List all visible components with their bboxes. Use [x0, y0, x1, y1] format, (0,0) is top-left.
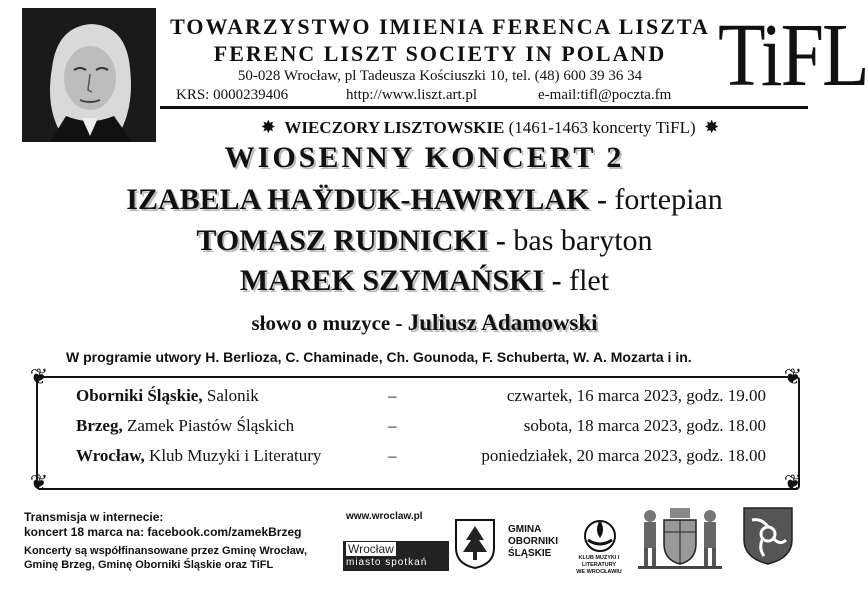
funding-line: Gminę Brzeg, Gminę Oborniki Śląskie oraz TiFL: [24, 559, 274, 571]
wroclaw-website-link[interactable]: www.wroclaw.pl: [346, 511, 423, 522]
performer-role: bas baryton: [513, 224, 653, 257]
performer-role: flet: [569, 264, 610, 297]
performer-line: [0, 183, 849, 217]
schedule-dash: –: [388, 386, 397, 405]
ornament-icon: ❦: [783, 470, 803, 495]
funding-info: [24, 544, 307, 572]
org-website-link[interactable]: http://www.liszt.art.pl: [346, 87, 478, 103]
org-name-polish: TOWARZYSTWO IMIENIA FERENCA LISZTA: [170, 14, 710, 39]
transmission-text: koncert 18 marca na:: [24, 525, 148, 539]
performer-line: [0, 224, 849, 258]
talk-line: [0, 310, 849, 336]
series-note: (1461-1463 koncerty TiFL): [508, 118, 696, 137]
wroclaw-logo-name: Wrocław: [348, 542, 394, 556]
performer-separator: -: [544, 264, 570, 297]
star-icon: ✸: [704, 117, 720, 137]
klub-label: [564, 555, 634, 576]
performer-name: IZABELA HAŸDUK-HAWRYLAK: [126, 183, 590, 216]
performer-line: [0, 264, 849, 298]
org-krs: KRS: 0000239406: [176, 87, 289, 103]
schedule-venue: Salonik: [202, 386, 259, 405]
klub-label-line: KLUB MUZYKI I LITERATURY: [578, 555, 620, 568]
transmission-label: Transmisja w internecie:: [24, 510, 164, 524]
gmina-label-line: GMINA: [508, 524, 542, 535]
facebook-link[interactable]: facebook.com/zamekBrzeg: [147, 525, 302, 539]
concert-series: [180, 117, 800, 138]
performer-role: fortepian: [614, 183, 723, 216]
schedule-venue: Zamek Piastów Śląskich: [122, 416, 295, 435]
performer-name: MAREK SZYMAŃSKI: [239, 264, 545, 297]
schedule-row: [76, 416, 766, 438]
gmina-label-line: ŚLĄSKIE: [508, 548, 552, 559]
funding-line: Koncerty są współfinansowane przez Gminę Wrocław,: [24, 545, 308, 557]
wroclaw-logo: [343, 541, 449, 571]
schedule-city: Oborniki Śląskie,: [76, 386, 203, 405]
gmina-label-line: OBORNIKI: [508, 536, 558, 547]
performer-separator: -: [589, 183, 615, 216]
schedule-row: [76, 446, 766, 468]
performer-name: TOMASZ RUDNICKI: [196, 224, 489, 257]
org-address: 50-028 Wrocław, pl Tadeusza Kościuszki 10, tel. (48) 600 39 36 34: [237, 68, 643, 84]
klub-label-line: WE WROCŁAWIU: [576, 569, 622, 575]
performer-separator: -: [488, 224, 514, 257]
wroclaw-logo-slogan: miasto spotkań: [346, 557, 428, 568]
schedule-date: czwartek, 16 marca 2023, godz. 19.00: [506, 386, 766, 405]
schedule-city: Brzeg,: [76, 416, 123, 435]
talk-label: słowo o muzyce -: [251, 311, 408, 335]
brzeg-coat-of-arms-icon: [636, 506, 724, 570]
header-divider: [160, 106, 808, 109]
oborniki-crest-icon: [454, 518, 496, 570]
ornament-icon: ❦: [29, 364, 49, 389]
org-name-english: FERENC LISZT SOCIETY IN POLAND: [213, 41, 667, 66]
program-line: W programie utwory H. Berlioza, C. Chaminade, Ch. Gounoda, F. Schuberta, W. A. Mozarta i in.: [66, 349, 692, 365]
schedule-city: Wrocław,: [76, 446, 145, 465]
tifl-logo: TiFL: [718, 4, 868, 105]
ornament-icon: ❦: [783, 364, 803, 389]
series-name: WIECZORY LISZTOWSKIE: [284, 118, 505, 137]
talk-speaker: Juliusz Adamowski: [407, 310, 598, 335]
schedule-venue: Klub Muzyki i Literatury: [144, 446, 322, 465]
transmission-info: [24, 510, 301, 540]
liszt-portrait: [22, 8, 156, 142]
klub-logo-icon: [580, 514, 620, 554]
schedule-row: [76, 386, 766, 408]
schedule-date: sobota, 18 marca 2023, godz. 18.00: [523, 416, 766, 435]
brzeg-shield-icon: [742, 506, 794, 566]
schedule-dash: –: [388, 416, 397, 435]
gmina-oborniki-label: [508, 524, 558, 560]
ornament-icon: ❦: [29, 470, 49, 495]
org-email-link[interactable]: e-mail:tifl@poczta.fm: [538, 87, 672, 103]
schedule-dash: –: [388, 446, 397, 465]
star-icon: ✸: [260, 117, 276, 137]
concert-title: WIOSENNY KONCERT 2: [224, 141, 625, 174]
schedule-date: poniedziałek, 20 marca 2023, godz. 18.00: [481, 446, 766, 465]
